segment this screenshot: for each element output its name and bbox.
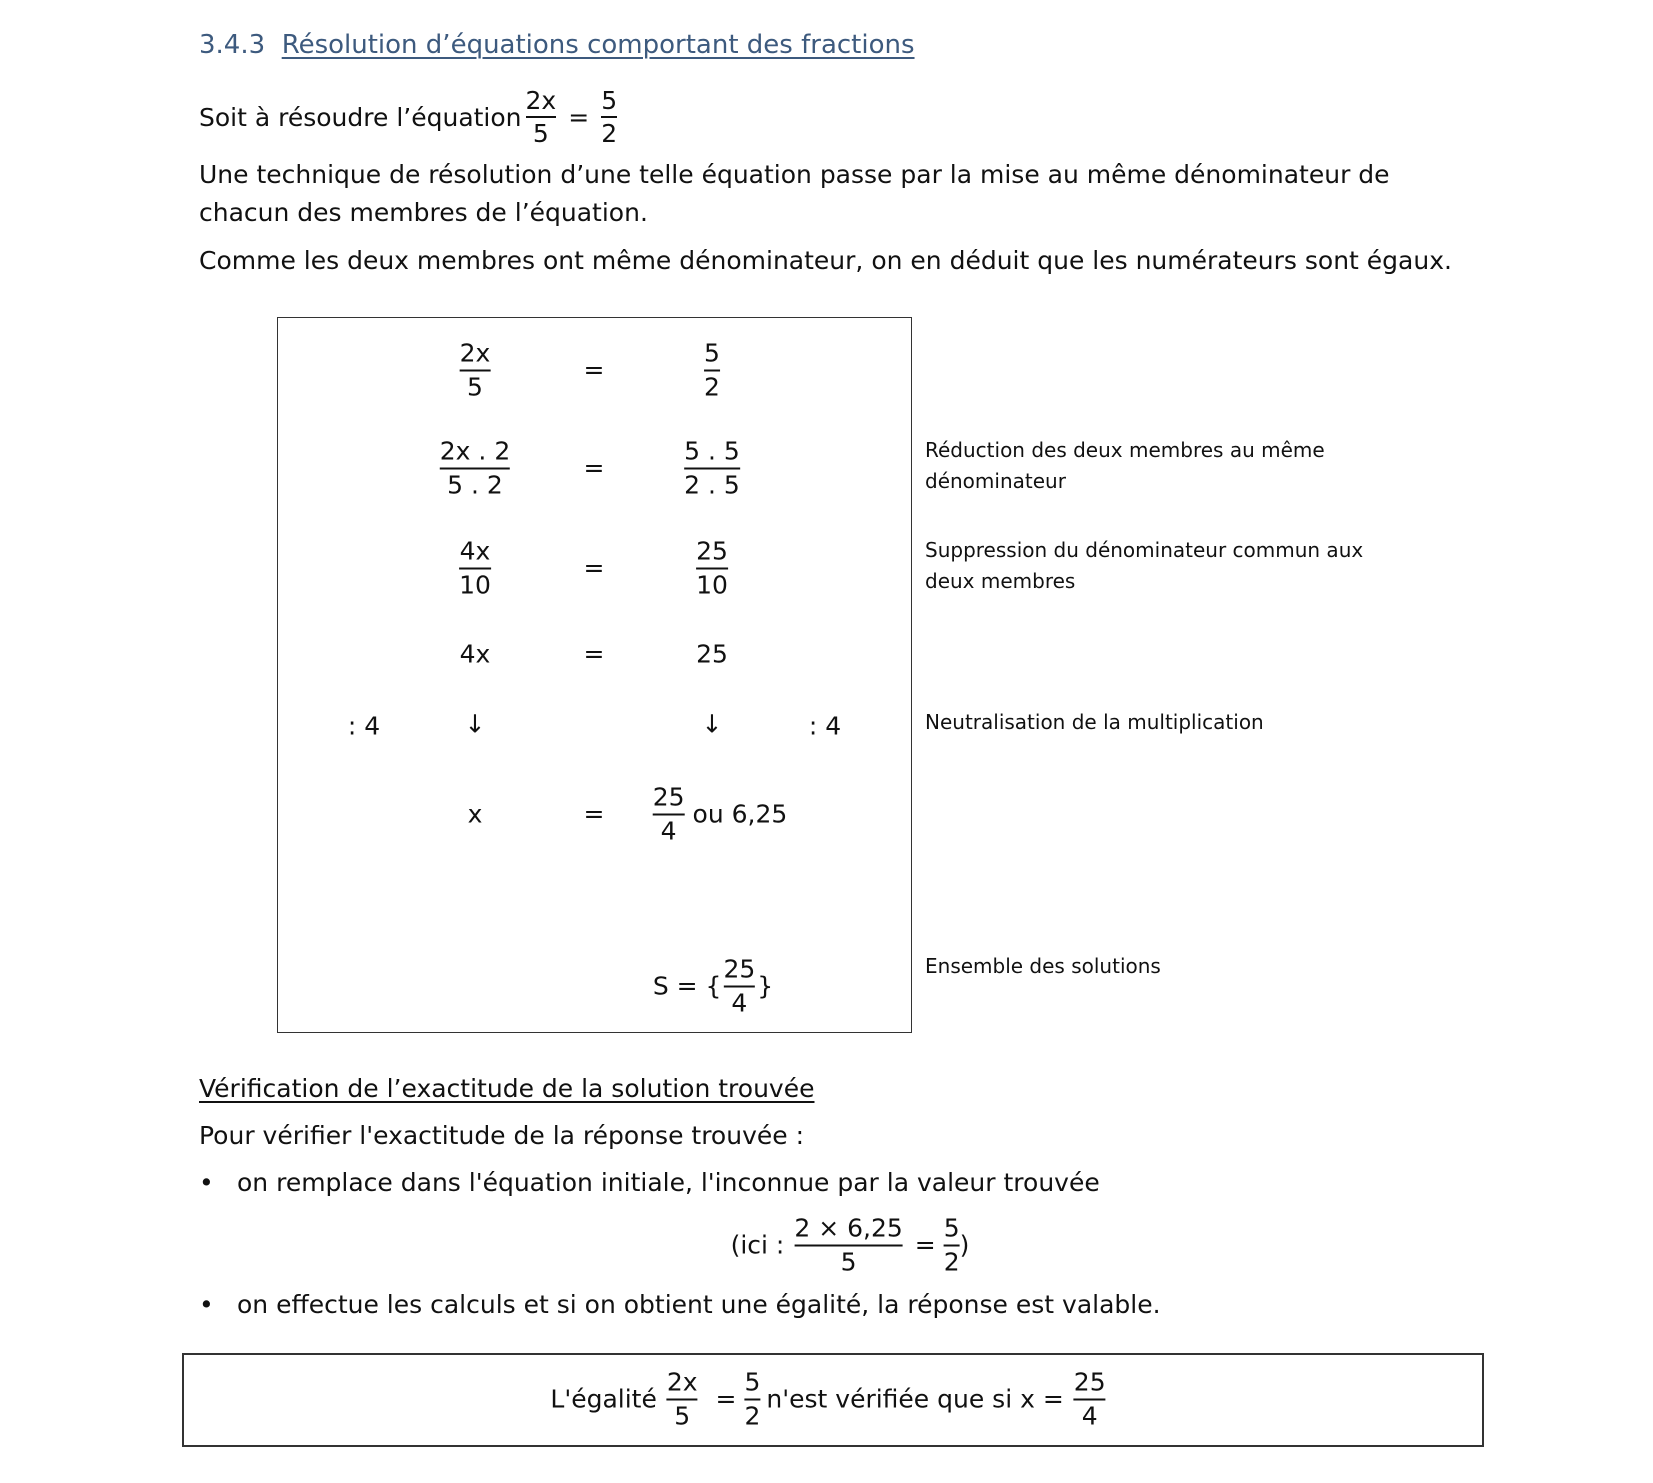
denominator: 5 <box>532 119 549 148</box>
denominator: 5 <box>467 372 483 401</box>
note-solution-set: Ensemble des solutions <box>925 954 1161 978</box>
steps-box <box>277 317 912 1033</box>
section-heading <box>199 30 915 60</box>
note-suppression <box>925 535 1363 597</box>
denominator: 4 <box>731 988 748 1017</box>
step2-right <box>680 438 744 499</box>
arrow-down-icon: ↓ <box>464 709 486 739</box>
denominator: 2 <box>704 372 720 401</box>
equals: = <box>583 553 605 583</box>
decimal-value: ou 6,25 <box>692 799 788 829</box>
intro-text: Soit à résoudre l’équation <box>199 102 522 132</box>
denominator: 10 <box>459 570 491 599</box>
numerator: 5 <box>744 1367 761 1397</box>
note-line: Suppression du dénominateur commun aux <box>925 538 1364 562</box>
denominator: 2 <box>601 119 618 148</box>
verification-lead: Pour vérifier l'exactitude de la réponse trouvée : <box>199 1121 804 1150</box>
verification-title: Vérification de l’exactitude de la solution trouvée <box>199 1074 815 1103</box>
equals: = <box>914 1230 936 1260</box>
bullet: • <box>199 1168 214 1197</box>
bullet: • <box>199 1290 214 1319</box>
fraction <box>526 87 557 148</box>
note-neutralisation: Neutralisation de la multiplication <box>925 710 1264 734</box>
intro-equation-line <box>199 80 621 154</box>
numerator: 25 <box>723 954 756 984</box>
example-suffix: ) <box>959 1230 970 1260</box>
step1-left <box>456 340 495 401</box>
numerator: 5 <box>704 338 720 368</box>
numerator: 25 <box>1073 1367 1106 1397</box>
equals: = <box>583 639 605 669</box>
step6-right <box>649 784 788 845</box>
numerator: 2x . 2 <box>439 436 511 466</box>
divide-right: : 4 <box>808 711 842 741</box>
denominator: 5 <box>674 1401 691 1430</box>
paragraph-line: chacun des membres de l’équation. <box>199 198 648 227</box>
denominator: 2 <box>744 1401 761 1430</box>
step6-left: x <box>467 799 483 829</box>
step4-left: 4x <box>459 639 491 669</box>
section-number: 3.4.3 <box>199 30 266 60</box>
numerator: 2x <box>459 338 491 368</box>
divide-left: : 4 <box>347 711 381 741</box>
numerator: 5 . 5 <box>684 436 740 466</box>
step2-left <box>436 438 514 499</box>
note-line: deux membres <box>925 569 1076 593</box>
numerator: 5 <box>943 1213 960 1243</box>
conclusion-prefix: L'égalité <box>550 1384 657 1414</box>
numerator: 2x <box>666 1367 698 1397</box>
section-title: Résolution d’équations comportant des fractions <box>281 30 915 60</box>
denominator: 5 <box>840 1247 857 1276</box>
equals: = <box>715 1384 737 1414</box>
paragraph-line: Une technique de résolution d’une telle équation passe par la mise au même dénominateur de <box>199 160 1390 189</box>
equals: = <box>583 453 605 483</box>
verification-example <box>731 1215 970 1276</box>
denominator: 2 . 5 <box>684 470 740 499</box>
step3-right <box>692 538 732 599</box>
step4-right: 25 <box>696 639 728 669</box>
denominator: 5 . 2 <box>447 470 503 499</box>
step3-left <box>455 538 495 599</box>
equals: = <box>568 102 590 132</box>
numerator: 2x <box>525 85 557 115</box>
note-line: dénominateur <box>925 469 1066 493</box>
solution-suffix: } <box>757 971 774 1001</box>
conclusion-statement <box>550 1369 1109 1430</box>
paragraph-line: Comme les deux membres ont même dénominateur, on en déduit que les numérateurs sont égaux. <box>199 246 1452 275</box>
numerator: 4x <box>459 536 491 566</box>
verification-item-1: on remplace dans l'équation initiale, l'inconnue par la valeur trouvée <box>237 1168 1100 1197</box>
numerator: 2 × 6,25 <box>794 1213 903 1243</box>
numerator: 5 <box>601 85 618 115</box>
denominator: 4 <box>660 816 677 845</box>
equals: = <box>583 355 605 385</box>
verification-item-2: on effectue les calculs et si on obtient une égalité, la réponse est valable. <box>237 1290 1161 1319</box>
numerator: 25 <box>652 782 685 812</box>
example-prefix: (ici : <box>730 1230 785 1260</box>
denominator: 10 <box>696 570 728 599</box>
arrow-down-icon: ↓ <box>701 709 723 739</box>
solution-prefix: S = { <box>652 971 722 1001</box>
denominator: 2 <box>943 1247 960 1276</box>
conclusion-middle: n'est vérifiée que si x = <box>766 1384 1064 1414</box>
step1-right <box>700 340 724 401</box>
denominator: 4 <box>1081 1401 1098 1430</box>
solution-set <box>653 956 773 1017</box>
equals: = <box>583 799 605 829</box>
note-reduction <box>925 435 1325 497</box>
fraction <box>601 87 617 148</box>
note-line: Réduction des deux membres au même <box>925 438 1325 462</box>
numerator: 25 <box>696 536 728 566</box>
